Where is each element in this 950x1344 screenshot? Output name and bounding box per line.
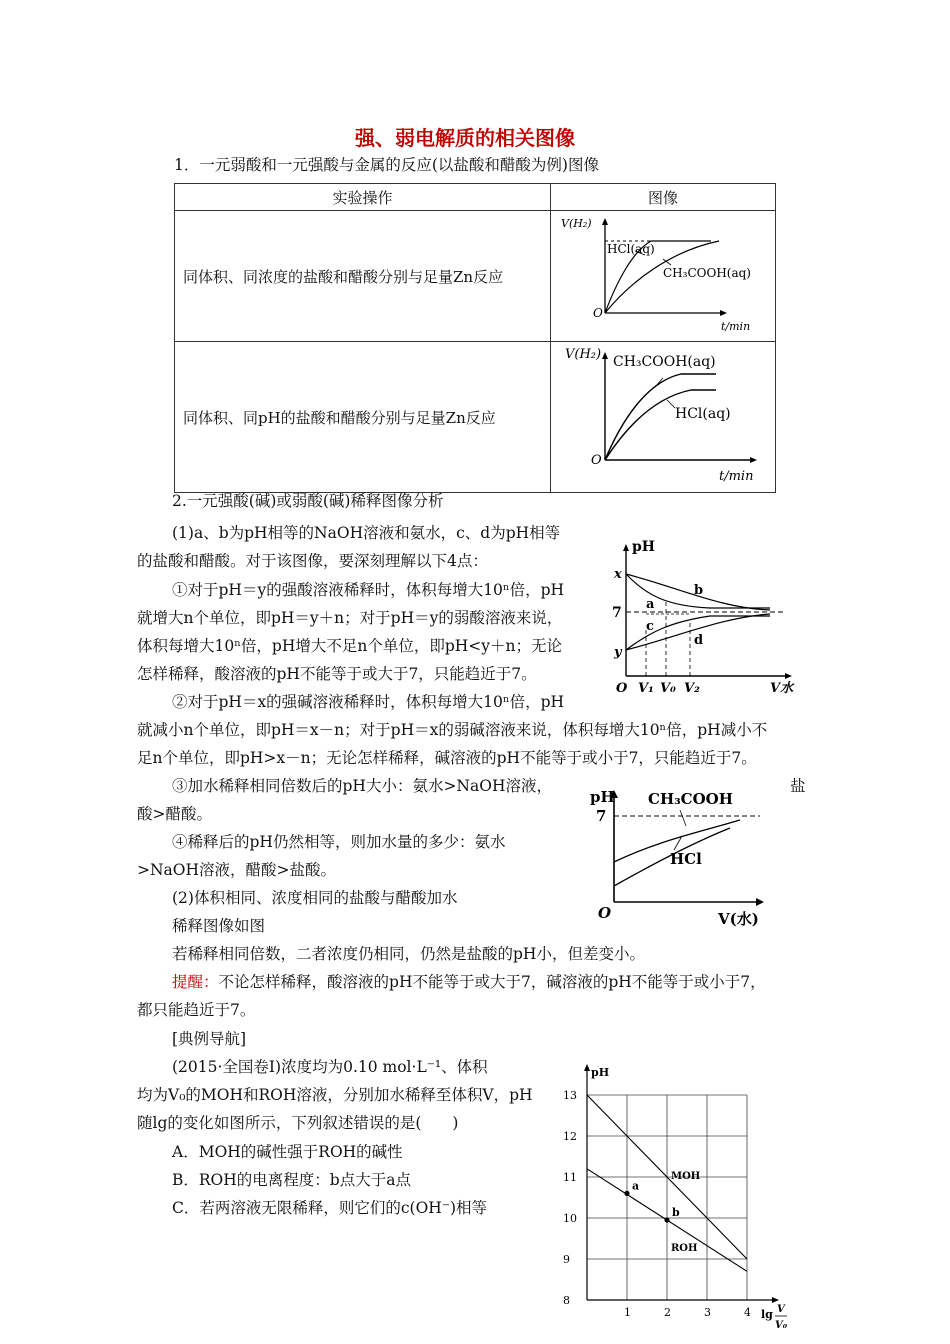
point-label-b: b <box>672 1206 680 1220</box>
para1-line1: (1)a、b为pH相等的NaOH溶液和氨水，c、d为pH相等 <box>172 524 561 542</box>
table-header-operation: 实验操作 <box>175 184 551 211</box>
para3-line2: 就减小n个单位，即pH＝x－n；对于pH＝x的弱碱溶液来说，体积每增大10ⁿ倍，pH减小不 <box>137 721 768 739</box>
para4-line2: 酸>醋酸。 <box>137 805 212 823</box>
label-d: d <box>694 633 704 648</box>
hcl-label: HCl <box>670 850 702 868</box>
hcl-label: HCl(aq) <box>675 406 731 422</box>
label-c: c <box>646 619 654 634</box>
acetic-label: CH₃COOH <box>648 790 733 808</box>
y-tick-label: 8 <box>563 1294 570 1307</box>
dilution-graph-acids <box>590 782 780 932</box>
reaction-table <box>174 183 776 493</box>
para1-line2: 的盐酸和醋酸。对于该图像，要深刻理解以下4点： <box>137 552 488 570</box>
para5-line2: >NaOH溶液，醋酸>盐酸。 <box>137 861 337 879</box>
acetic-label: CH₃COOH(aq) <box>663 266 751 280</box>
leader <box>667 400 675 408</box>
question-line2: 均为V₀的MOH和ROH溶液，分别加水稀释至体积V，pH <box>137 1086 533 1104</box>
chart-grid <box>587 1095 747 1300</box>
para3-line3: 足n个单位，即pH>x－n；无论怎样稀释，碱溶液的pH不能等于或小于7，只能趋近于7。 <box>137 749 757 767</box>
chart-ticks <box>563 1089 751 1319</box>
origin-label: O <box>616 681 628 696</box>
section1-heading: 1．一元弱酸和一元强酸与金属的反应(以盐酸和醋酸为例)图像 <box>174 156 599 174</box>
example-heading: [典例导航] <box>172 1030 247 1048</box>
x-axis-arrow <box>785 673 792 679</box>
label-a: a <box>646 597 655 612</box>
option-b: B．ROH的电离程度：b点大于a点 <box>172 1171 411 1189</box>
para2-line3: 体积每增大10ⁿ倍，pH增大不足n个单位，即pH<y＋n；无论 <box>137 637 563 655</box>
v1-label: V₁ <box>638 681 654 696</box>
v0-label: V₀ <box>660 681 676 696</box>
y-axis-arrow <box>623 544 629 551</box>
dilution-graph-abcd <box>610 536 800 696</box>
y-label: V(H₂) <box>565 347 602 362</box>
para2-line4: 怎样稀释，酸溶液的pH不能等于或大于7，只能趋近于7。 <box>137 665 537 683</box>
para4-line1: ③加水稀释相同倍数后的pH大小：氨水>NaOH溶液， <box>172 777 552 795</box>
x-label-v0: V₀ <box>775 1320 788 1331</box>
origin-label: O <box>593 306 603 320</box>
page-title: 强、弱电解质的相关图像 <box>355 126 575 150</box>
x-tick-label: 3 <box>704 1306 711 1319</box>
y-tick-label: 9 <box>563 1253 570 1266</box>
y-tick-label: 11 <box>563 1171 577 1184</box>
table-row2-operation: 同体积、同pH的盐酸和醋酸分别与足量Zn反应 <box>175 342 551 493</box>
y-label: pH <box>632 539 656 555</box>
y-label: V(H₂) <box>561 217 592 230</box>
y-tick-label: 12 <box>563 1130 577 1143</box>
acetic-label: CH₃COOH(aq) <box>613 354 716 370</box>
vwater-label: V水 <box>770 681 794 696</box>
para2-line1: ①对于pH＝y的强酸溶液稀释时，体积每增大10ⁿ倍，pH <box>172 581 565 599</box>
table-row1-graph <box>551 211 776 342</box>
section2-heading: 2.一元强酸(碱)或弱酸(碱)稀释图像分析 <box>172 492 444 510</box>
point-b <box>664 1217 669 1222</box>
point-label-a: a <box>632 1179 640 1193</box>
x-label-lg: lg <box>761 1308 773 1321</box>
x-label-v: V <box>777 1304 785 1315</box>
x-label: t/min <box>719 469 754 484</box>
x-tick-label: 2 <box>664 1306 671 1319</box>
leader <box>680 810 686 826</box>
seven-label: 7 <box>596 807 607 825</box>
table-row2-graph <box>551 342 776 493</box>
hcl-label: HCl(aq) <box>607 242 655 256</box>
y-label: pH <box>591 1066 610 1079</box>
remark-label: 提醒： <box>172 973 219 991</box>
remark-line2: 都只能趋近于7。 <box>137 1001 256 1019</box>
para6-line2: 稀释图像如图 <box>172 917 266 935</box>
x-axis-arrow <box>750 457 757 463</box>
y-axis-arrow <box>602 218 608 225</box>
label-b: b <box>694 583 704 598</box>
para6-line1: (2)体积相同、浓度相同的盐酸与醋酸加水 <box>172 889 458 907</box>
table-header-graph: 图像 <box>551 184 776 211</box>
x-axis-arrow <box>756 898 764 906</box>
y-axis-arrow <box>602 352 608 359</box>
question-line3: 随lg的变化如图所示，下列叙述错误的是( ) <box>137 1114 459 1132</box>
x-value-label: x <box>614 567 622 582</box>
x-axis-arrow <box>720 310 727 316</box>
remark-line1 <box>172 968 766 996</box>
moh-roh-chart <box>555 1060 795 1336</box>
y-tick-label: 13 <box>563 1089 577 1102</box>
x-label: V(水) <box>718 910 759 928</box>
y-value-label: y <box>614 645 622 660</box>
y-label: pH <box>590 788 615 806</box>
y-axis-arrow <box>584 1064 590 1071</box>
question-line1: (2015·全国卷Ⅰ)浓度均为0.10 mol·L⁻¹、体积 <box>172 1058 488 1076</box>
option-c: C．若两溶液无限稀释，则它们的c(OH⁻)相等 <box>172 1199 488 1217</box>
para3-line1: ②对于pH＝x的强碱溶液稀释时，体积每增大10ⁿ倍，pH <box>172 693 565 711</box>
seven-label: 7 <box>612 605 622 621</box>
para5-line1: ④稀释后的pH仍然相等，则加水量的多少：氨水 <box>172 833 506 851</box>
para4-line1-end: 盐 <box>790 777 806 795</box>
table-row1-operation: 同体积、同浓度的盐酸和醋酸分别与足量Zn反应 <box>175 211 551 342</box>
para2-line2: 就增大n个单位，即pH＝y＋n；对于pH＝y的弱酸溶液来说， <box>137 609 563 627</box>
remark-text: 不论怎样稀释，酸溶液的pH不能等于或大于7，碱溶液的pH不能等于或小于7， <box>218 973 766 991</box>
x-tick-label: 1 <box>624 1306 631 1319</box>
origin-label: O <box>591 453 602 468</box>
v2-label: V₂ <box>684 681 700 696</box>
series-label-moh: MOH <box>671 1171 701 1183</box>
zn-same-concentration-graph <box>551 211 775 337</box>
option-a: A．MOH的碱性强于ROH的碱性 <box>172 1143 403 1161</box>
point-a <box>624 1191 629 1196</box>
x-tick-label: 4 <box>744 1306 751 1319</box>
zn-same-ph-graph <box>551 342 775 488</box>
series-label-roh: ROH <box>671 1242 698 1254</box>
origin-label: O <box>598 904 612 922</box>
y-tick-label: 10 <box>563 1212 577 1225</box>
x-label: t/min <box>721 320 751 333</box>
x-axis-arrow <box>772 1297 779 1303</box>
para7: 若稀释相同倍数，二者浓度仍相同，仍然是盐酸的pH小，但差变小。 <box>172 945 645 963</box>
